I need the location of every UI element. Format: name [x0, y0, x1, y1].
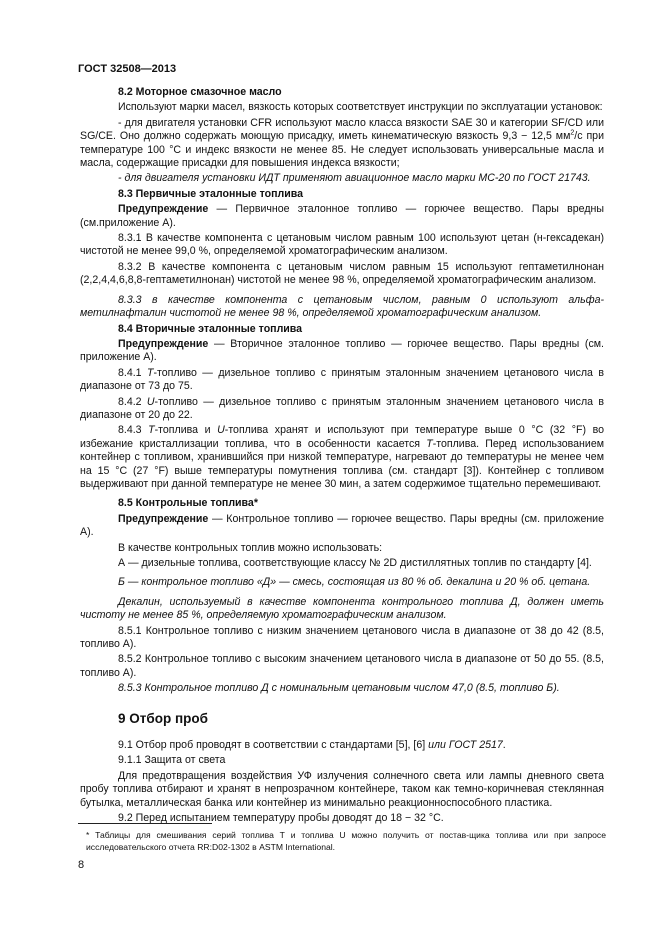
text-span: Т	[426, 437, 433, 450]
text-span: 9.1 Отбор проб проводят в соответствии с стандартами [5], [6]	[118, 739, 429, 752]
paragraph	[80, 739, 604, 752]
section-heading-8-2: 8.2 Моторное смазочное масло	[118, 86, 282, 98]
paragraph: Б — контрольное топливо «Д» — смесь, состоящая из 80 % об. декалина и 20 % об. цетана.	[118, 576, 591, 589]
text-span: 8.4.2	[118, 395, 147, 408]
text-span: -топлива хранят и используют при температуре выше 0 °С (32 °F) во избежание кристаллизации топлива, что в особенности касается	[80, 424, 604, 450]
footnote-divider	[78, 823, 212, 824]
paragraph: - для двигателя установки ИДТ применяют авиационное масло марки МС-20 по ГОСТ 21743.	[118, 172, 591, 185]
paragraph: Используют марки масел, вязкость которых соответствует инструкции по эксплуатации установок:	[118, 101, 603, 114]
section-heading-9: 9 Отбор проб	[118, 710, 208, 726]
paragraph: 8.3.2 В качестве компонента с цетановым числом равным 15 используют гептаметилнонан (2,2,4,4,6,8,8-гептаметилнонан) чистотой не менее 98 %, определяемой хроматографическим анализом.	[80, 260, 604, 287]
text-span: Т	[148, 424, 155, 437]
paragraph: А — дизельные топлива, соответствующие классу № 2D дистиллятных топлив по стандарту [4].	[118, 557, 592, 569]
text-span: — Вторичное эталонное топливо — горючее вещество. Пары вредны (см. приложение А).	[80, 337, 604, 364]
text-span: Т	[147, 366, 154, 379]
text-span: - для двигателя установки CFR используют масло класса вязкости SAE 30 и категории SF/CD или SG/CE. Оно должно содержать моющую присадку, иметь кинематическую вязкость 9,3 − 12,5 мм	[80, 116, 604, 143]
text-span: 8.4.3	[118, 424, 149, 437]
warning-label: Предупреждение	[118, 512, 209, 525]
section-heading-8-4: 8.4 Вторичные эталонные топлива	[118, 322, 303, 335]
text-span: /с при температуре 100 °С и индекс вязкости не менее 85. Не следует использовать универсальные масла и масла, содержащие присадки для повышения индекса вязкости;	[80, 130, 604, 170]
warning-paragraph	[80, 203, 604, 230]
text-span: U	[217, 424, 225, 437]
section-heading-8-5: 8.5 Контрольные топлива*	[118, 497, 258, 510]
text-span: -топлива и	[154, 424, 218, 437]
page-number: 8	[78, 859, 85, 871]
warning-label: Предупреждение	[118, 203, 209, 216]
text-span: — Контрольное топливо — горючее вещество. Пары вредны (см. приложение А).	[80, 512, 604, 539]
paragraph: 8.3.1 В качестве компонента с цетановым числом равным 100 используют цетан (н-гексадекан) чистотой не менее 99,0 %, определяемой хроматографическим анализом.	[80, 232, 604, 258]
text-span: -топливо — дизельное топливо с принятым эталонным значением цетанового числа в диапазоне от 20 до 22.	[80, 395, 604, 421]
paragraph: Декалин, используемый в качестве компонента контрольного топлива Д, должен иметь чистоту не менее 85 %, определяемую хроматографическим анализом.	[80, 595, 604, 622]
text-span: — Первичное эталонное топливо — горючее вещество. Пары вредны (см.приложение А).	[80, 203, 604, 229]
warning-label: Предупреждение	[118, 337, 209, 350]
paragraph: 8.5.2 Контрольное топливо с высоким значением цетанового числа в диапазоне от 50 до 55. (8.5, топливо А).	[80, 653, 604, 679]
text-span: U	[146, 395, 155, 408]
superscript: 2	[570, 129, 575, 137]
paragraph	[80, 424, 604, 491]
paragraph	[80, 117, 604, 171]
document-header: ГОСТ 32508—2013	[78, 63, 177, 75]
text-span: .	[502, 739, 506, 752]
paragraph: 8.3.3 в качестве компонента с цетановым числом, равным 0 используют альфа-метилнафталин чистотой не менее 98 %, определяемой хроматографическим анализом.	[80, 293, 604, 320]
text-span: 8.4.1	[118, 366, 147, 379]
footnote: * Таблицы для смешивания серий топлива Т и топлива U можно получить от постав-щика топлива или при запросе исследовательского отчета RR:D02-1302 в ASTM International.	[86, 830, 606, 852]
paragraph: 9.1.1 Защита от света	[118, 754, 226, 767]
warning-paragraph	[80, 338, 604, 365]
text-span: или ГОСТ 2517	[428, 739, 503, 752]
text-span: -топливо — дизельное топливо с принятым эталонным значением цетанового числа в диапазоне от 73 до 75.	[80, 366, 604, 393]
paragraph: 8.5.1 Контрольное топливо с низким значением цетанового числа в диапазоне от 38 до 42 (8.5, топливо А).	[80, 624, 604, 651]
paragraph	[80, 396, 604, 423]
paragraph: 9.2 Перед испытанием температуру пробы доводят до 18 − 32 °С.	[118, 812, 444, 825]
paragraph: Для предотвращения воздействия УФ излучения солнечного света или лампы дневного света пробу топлива отбирают и хранят в непрозрачном контейнере, таком как темно-коричневая стеклянная бутылка, металлическая банка или контейнер из минимально реакционноспособного пластика.	[80, 769, 604, 809]
paragraph	[80, 367, 604, 394]
text-span: -топлива. Перед использованием контейнер с топливом, хранившийся при низкой температуре, нагревают до температуры не менее чем на 15 °С (27 °F) выше температуры помутнения топлива (см. стандарт [3]). Контейнер с топливом выдерживают при данной температуре не менее 30 мин, а затем содержимое тщательно перемешивают.	[80, 437, 604, 490]
document-body	[80, 86, 604, 828]
paragraph: 8.5.3 Контрольное топливо Д с номинальным цетановым числом 47,0 (8.5, топливо Б).	[118, 682, 560, 695]
section-heading-8-3: 8.3 Первичные эталонные топлива	[118, 187, 304, 200]
paragraph: В качестве контрольных топлив можно использовать:	[118, 541, 383, 554]
warning-paragraph	[80, 513, 604, 540]
